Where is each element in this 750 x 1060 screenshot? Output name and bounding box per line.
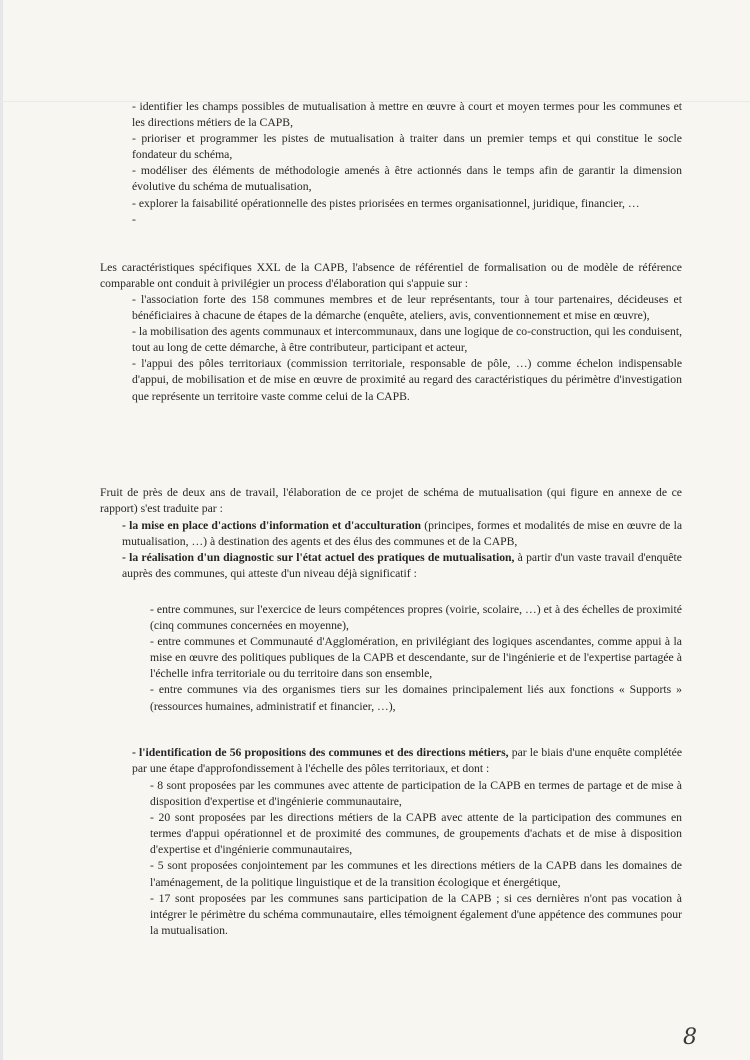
item-text: (principes, formes et modalités de mise en œuvre de la mutualisation, …) à destination des agents et des élus des communes et de la CAPB,: [122, 519, 683, 549]
page-number: 8: [683, 1025, 697, 1050]
propositions-item: [132, 745, 682, 777]
process-paragraph: [100, 260, 682, 292]
list-item: - prioriser et programmer les pistes de mutualisation à traiter dans un premier temps et qui constitue le socle fondateur du schéma,: [132, 132, 682, 162]
bold-lead: - l'identification de 56 propositions des communes et des directions métiers,: [132, 746, 509, 759]
list-item: - identifier les champs possibles de mutualisation à mettre en œuvre à court et moyen termes pour les communes et les directions métiers de la CAPB,: [132, 100, 682, 130]
diagnostic-sublist: [150, 602, 682, 715]
results-paragraph: [100, 485, 682, 517]
list-item: - 20 sont proposées par les directions métiers de la CAPB avec attente de la participation des communes en termes d'appui opérationnel et de proximité des communes, de groupements d'achats et de mise à disposition d'expertise et d'ingénierie communautaires,: [150, 811, 682, 857]
paragraph-text: Fruit de près de deux ans de travail, l'élaboration de ce projet de schéma de mutualisation (qui figure en annexe de ce rapport) s'est traduite par :: [100, 486, 682, 516]
list-item: - l'association forte des 158 communes membres et de leur représentants, tour à tour partenaires, décideuses et bénéficiaires à chacune de étapes de la démarche (enquête, ateliers, avis, conventionnement et mise en œuvre),: [132, 293, 682, 323]
list-item: -: [132, 212, 136, 226]
list-item: - explorer la faisabilité opérationnelle des pistes priorisées en termes organisationnel, juridique, financier, …: [132, 196, 640, 210]
item-text: par le biais d'une enquête complétée par une étape d'approfondissement à l'échelle des pôles territoriaux, et dont :: [132, 746, 683, 776]
results-list: [122, 518, 682, 582]
list-item: - la mobilisation des agents communaux et intercommunaux, dans une logique de co-construction, qui les conduisent, tout au long de cette démarche, à être contributeur, participant et acteur,: [132, 325, 682, 355]
paragraph-text: Les caractéristiques spécifiques XXL de la CAPB, l'absence de référentiel de formalisation ou de modèle de référence comparable ont conduit à privilégier un process d'élaboration qui s'appuie sur :: [100, 261, 682, 291]
list-item: [132, 745, 682, 777]
objectives-list: [132, 99, 682, 228]
list-item: [122, 518, 682, 550]
propositions-sublist: [150, 778, 682, 939]
list-item: - 8 sont proposées par les communes avec attente de participation de la CAPB en termes de partage et de mise à disposition d'expertise et d'ingénierie communautaire,: [150, 779, 682, 809]
list-item: - entre communes et Communauté d'Agglomération, en privilégiant des logiques ascendantes, comme appui à la mise en œuvre des politiques publiques de la CAPB et descendante, sur de l'ingénierie et de l'expertise partagée à l'échelle infra territoriale ou du territoire dans son ensemble,: [150, 635, 682, 681]
list-item: - entre communes, sur l'exercice de leurs compétences propres (voirie, scolaire, …) et à des échelles de proximité (cinq communes concernées en moyenne),: [150, 603, 682, 633]
list-item: - modéliser des éléments de méthodologie amenés à être actionnés dans le temps afin de garantir la dimension évolutive du schéma de mutualisation,: [132, 164, 682, 194]
bold-lead: - la mise en place d'actions d'information et d'acculturation: [122, 519, 422, 532]
list-item: - 17 sont proposées par les communes sans participation de la CAPB ; si ces dernières n'ont pas vocation à intégrer le périmètre du schéma communautaire, elles témoignent également d'une appétence des communes pour la mutualisation.: [150, 891, 682, 937]
list-item: - 5 sont proposées conjointement par les communes et les directions métiers de la CAPB dans les domaines de l'aménagement, de la politique linguistique et de la transition écologique et énergétique,: [150, 859, 682, 889]
list-item: [122, 550, 682, 582]
process-list: [132, 292, 682, 405]
bold-lead: - la réalisation d'un diagnostic sur l'état actuel des pratiques de mutualisation,: [122, 551, 515, 565]
list-item: - entre communes via des organismes tiers sur les domaines principalement liés aux fonctions « Supports » (ressources humaines, administratif et financier, …),: [150, 683, 682, 713]
item-text: à partir d'un vaste travail d'enquête auprès des communes, qui atteste d'un niveau déjà significatif :: [122, 551, 682, 581]
list-item: - l'appui des pôles territoriaux (commission territoriale, responsable de pôle, …) comme échelon indispensable d'appui, de mobilisation et de mise en œuvre de proximité au regard des caractéristiques du périmètre d'investigation que représente un territoire vaste comme celui de la CAPB.: [132, 357, 682, 403]
